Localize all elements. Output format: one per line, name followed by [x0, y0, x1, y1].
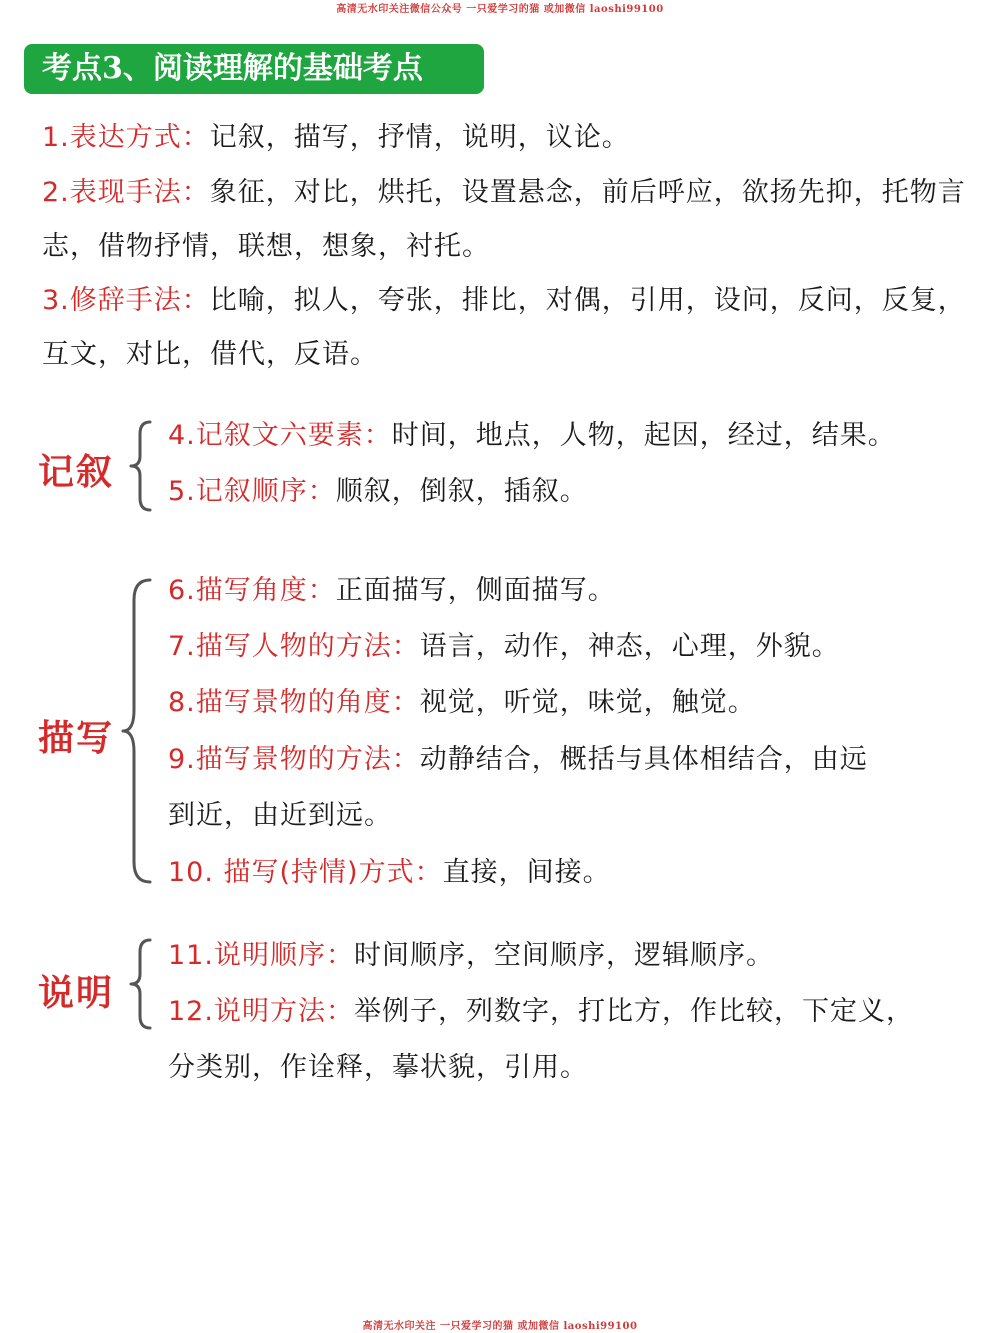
- item-content: 顺叙，倒叙，插叙。: [335, 476, 588, 507]
- category-exposition: 说明: [38, 972, 115, 1014]
- item-content: 直接，间接。: [442, 857, 611, 888]
- item-content: 语言，动作，神态，心理，外貌。: [419, 631, 840, 662]
- item-label: 11.说明顺序：: [168, 940, 354, 971]
- item-rhetorical-devices: [42, 283, 966, 319]
- item-description-angle: [168, 573, 616, 609]
- item-content: 时间顺序，空间顺序，逻辑顺序。: [353, 940, 774, 971]
- item-label: 4.记叙文六要素：: [168, 420, 392, 451]
- item-label: 5.记叙顺序：: [168, 476, 336, 507]
- item-label: 8.描写景物的角度：: [168, 687, 420, 718]
- item-label: 10. 描写(持情)方式：: [168, 857, 443, 888]
- item-label: 9.描写景物的方法：: [168, 744, 420, 775]
- item-content-continued: 互文，对比，借代，反语。: [42, 339, 378, 370]
- item-exposition-methods: [168, 994, 914, 1030]
- item-content: 视觉，听觉，味觉，触觉。: [419, 687, 756, 718]
- item-content: 比喻，拟人，夸张，排比，对偶，引用，设问，反问，反复，: [209, 285, 966, 316]
- item-content: 时间，地点，人物，起因，经过，结果。: [391, 420, 896, 451]
- item-content-continued: 分类别，作诠释，摹状貌，引用。: [168, 1052, 588, 1083]
- item-label: 1.表达方式：: [42, 122, 210, 153]
- item-content: 记叙，描写，抒情，说明，议论。: [209, 122, 630, 153]
- item-label: 3.修辞手法：: [42, 285, 210, 316]
- item-character-description-methods: [168, 629, 840, 665]
- category-narration: 记叙: [38, 451, 115, 493]
- section-title: 考点3、阅读理解的基础考点: [24, 44, 484, 94]
- brace-icon: [128, 938, 154, 1030]
- watermark-bottom: 高清无水印关注 一只爱学习的猫 或加微信 laoshi99100: [362, 1321, 638, 1332]
- item-content: 举例子，列数字，打比方，作比较，下定义，: [353, 996, 914, 1027]
- brace-icon: [128, 420, 154, 512]
- brace-icon: [120, 578, 154, 884]
- item-label: 7.描写人物的方法：: [168, 631, 420, 662]
- category-description: 描写: [38, 717, 115, 759]
- item-content: 动静结合，概括与具体相结合，由远: [419, 744, 868, 775]
- item-label: 6.描写角度：: [168, 575, 336, 606]
- item-content-continued: 到近，由近到远。: [168, 800, 392, 831]
- item-description-mode: [168, 855, 611, 891]
- item-presentation-techniques: [42, 175, 966, 211]
- item-scenery-description-angle: [168, 685, 756, 721]
- item-content-continued: 志，借物抒情，联想，想象，衬托。: [42, 231, 490, 262]
- item-exposition-order: [168, 938, 774, 974]
- item-content: 象征，对比，烘托，设置悬念，前后呼应，欲扬先抑，托物言: [209, 177, 966, 208]
- item-expression-methods: [42, 120, 630, 156]
- watermark-top: 高清无水印关注微信公众号 一只爱学习的猫 或加微信 laoshi99100: [336, 4, 664, 15]
- item-narrative-order: [168, 474, 588, 510]
- item-label: 2.表现手法：: [42, 177, 210, 208]
- item-narrative-elements: [168, 418, 896, 454]
- item-label: 12.说明方法：: [168, 996, 354, 1027]
- item-content: 正面描写，侧面描写。: [335, 575, 616, 606]
- item-scenery-description-methods: [168, 742, 868, 778]
